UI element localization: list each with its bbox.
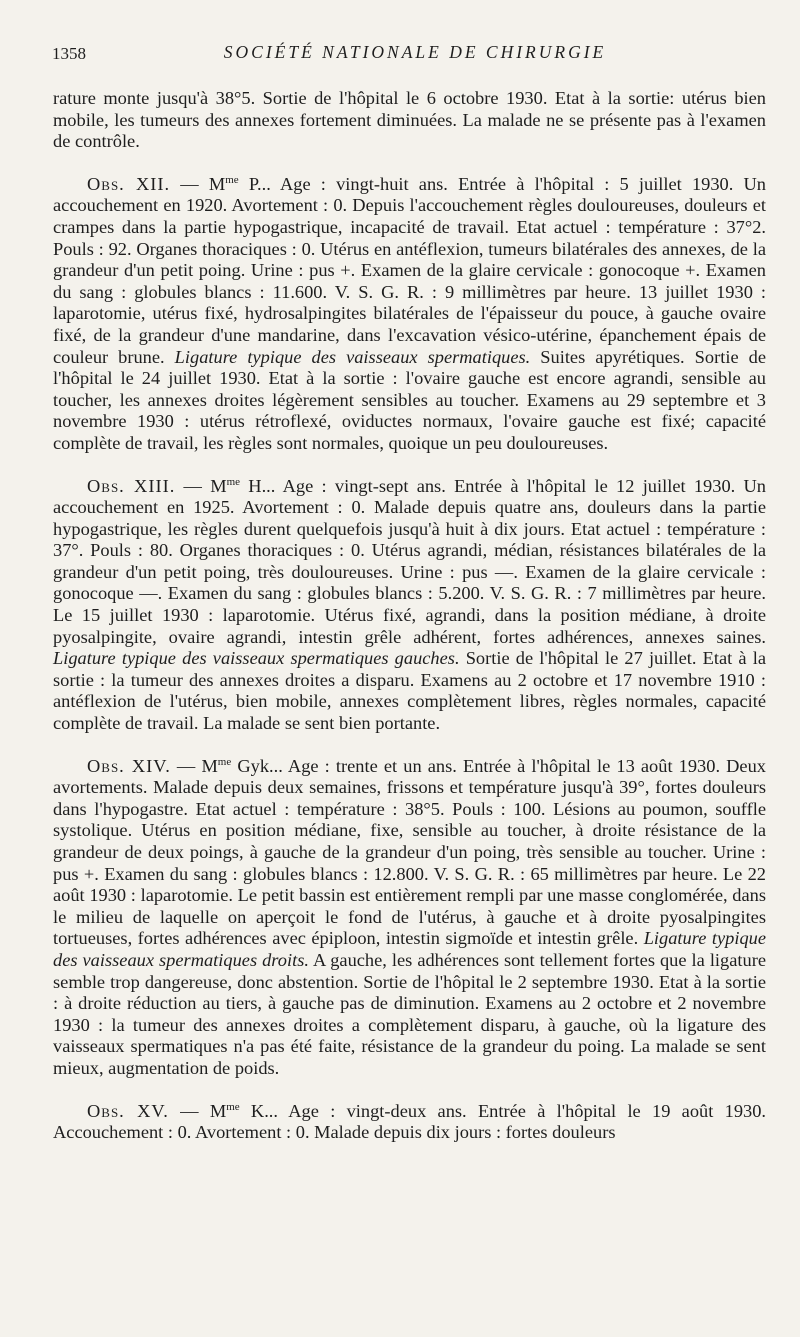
observation-xiii: Obs. XIII. — $M^{me}$ H... Age : vingt-sept ans. Entrée à l'hôpital le 12 juillet 1930. Un accouchement en 1925. Avortement : 0. Malade depuis quatre ans, douleurs dans la partie hypogastrique, les règles durent quelquefois jusqu'à huit à dix jours. Etat actuel : température : 37°. Pouls : 80. Organes thoraciques : 0. Utérus agrandi, médian, résistances bilatérales de la grandeur d'un petit poing, très douloureuses. Urine : pus —. Examen de la glaire cervicale : gonocoque —. Examen du sang : globules blancs : 5.200. V. S. G. R. : 7 millimètres par heure. Le 15 juillet 1930 : laparotomie. Utérus fixé, agrandi, dans la position médiane, à droite pyosalpingite, ovaire agrandi, intestin grêle adhérent, fortes adhérences, annexes saines. Ligature typique des vaisseaux spermatiques gauches. Sortie de l'hôpital le 27 juillet. Etat à la sortie : la tumeur des annexes droites a disparu. Examens au 2 octobre et 17 novembre 1910 : antéflexion de l'utérus, bien mobile, annexes complètement libres, règles normales, capacité complète de travail. La malade se sent bien portante. [53, 475, 766, 734]
observation-label: Obs. XIV. [87, 755, 171, 776]
observation-xii: Obs. XII. — $M^{me}$ P... Age : vingt-huit ans. Entrée à l'hôpital : 5 juillet 1930. Un accouchement en 1920. Avortement : 0. Depuis l'accouchement règles douloureuses, douleurs et crampes dans la partie hypogastrique, incapacité de travail. Etat actuel : température : 37°2. Pouls : 92. Organes thoraciques : 0. Utérus en antéflexion, tumeurs bilatérales des annexes, de la grandeur d'un petit poing. Urine : pus +. Examen de la glaire cervicale : gonocoque +. Examen du sang : globules blancs : 11.600. V. S. G. R. : 9 millimètres par heure. 13 juillet 1930 : laparotomie, utérus fixé, hydrosalpingites bilatérales de l'épaisseur du pouce, à gauche ovaire fixé, de la grandeur d'une mandarine, dans l'excavation vésico-utérine, épanchement épais de couleur brune. Ligature typique des vaisseaux spermatiques. Suites apyrétiques. Sortie de l'hôpital le 24 juillet 1930. Etat à la sortie : l'ovaire gauche est encore agrandi, sensible au toucher, les annexes droites légèrement sensibles au toucher. Examens au 29 septembre et 3 novembre 1930 : utérus rétroflexé, oviductes normaux, l'ovaire gauche est fixé; capacité complète de travail, les règles sont normales, quoique un peu douloureuses. [53, 173, 766, 453]
observation-label: Obs. XIII. [87, 475, 176, 496]
observation-xv: Obs. XV. — $M^{me}$ K... Age : vingt-deux ans. Entrée à l'hôpital le 19 août 1930. Accouchement : 0. Avortement : 0. Malade depuis dix jours : fortes douleurs [53, 1100, 767, 1143]
observation-label: Obs. XV. [87, 1100, 169, 1121]
page-header [50, 40, 780, 70]
italic-emphasis: Ligature typique des vaisseaux spermatiques. [174, 346, 531, 367]
page-number: 1358 [52, 44, 86, 63]
italic-emphasis: Ligature typique des vaisseaux spermatiques gauches. [53, 648, 460, 669]
running-title: SOCIÉTÉ NATIONALE DE CHIRURGIE [223, 42, 607, 62]
observation-label: Obs. XII. [87, 173, 171, 194]
paragraph-continuation: rature monte jusqu'à 38°5. Sortie de l'hôpital le 6 octobre 1930. Etat à la sortie: utérus bien mobile, les tumeurs des annexes fortement diminuées. La malade ne se présente pas à l'examen de contrôle. [53, 88, 766, 152]
body-text [53, 88, 766, 1144]
italic-emphasis: Ligature typique des vaisseaux spermatiques droits. [53, 928, 767, 970]
observation-xiv: Obs. XIV. — $M^{me}$ Gyk... Age : trente et un ans. Entrée à l'hôpital le 13 août 1930. Deux avortements. Malade depuis deux semaines, frissons et température jusqu'à 39°, fortes douleurs dans l'hypogastre. Etat actuel : température : 38°5. Pouls : 100. Lésions au poumon, souffle systolique. Utérus en position médiane, fixe, sensible au toucher, à droite résistance de la grandeur de deux poings, à gauche de la grandeur d'un poing, très sensible au toucher. Urine : pus +. Examen du sang : globules blancs : 12.800. V. S. G. R. : 65 millimètres par heure. Le 22 août 1930 : laparotomie. Le petit bassin est entièrement rempli par une masse conglomérée, dans le milieu de laquelle on aperçoit le fond de l'utérus, à gauche et à droite pyosalpingites tortueuses, fortes adhérences avec épiploon, intestin sigmoïde et intestin grêle. Ligature typique des vaisseaux spermatiques droits. A gauche, les adhérences sont tellement fortes que la ligature semble trop dangereuse, donc abstention. Sortie de l'hôpital le 2 septembre 1930. Etat à la sortie : à droite réduction au tiers, à gauche pas de diminution. Examens au 2 octobre et 2 novembre 1930 : la tumeur des annexes droites a complètement disparu, à gauche, où la ligature des vaisseaux spermatiques n'a pas été faite, résistance de la grandeur du poing. La malade se sent mieux, augmentation de poids. [53, 755, 767, 1078]
